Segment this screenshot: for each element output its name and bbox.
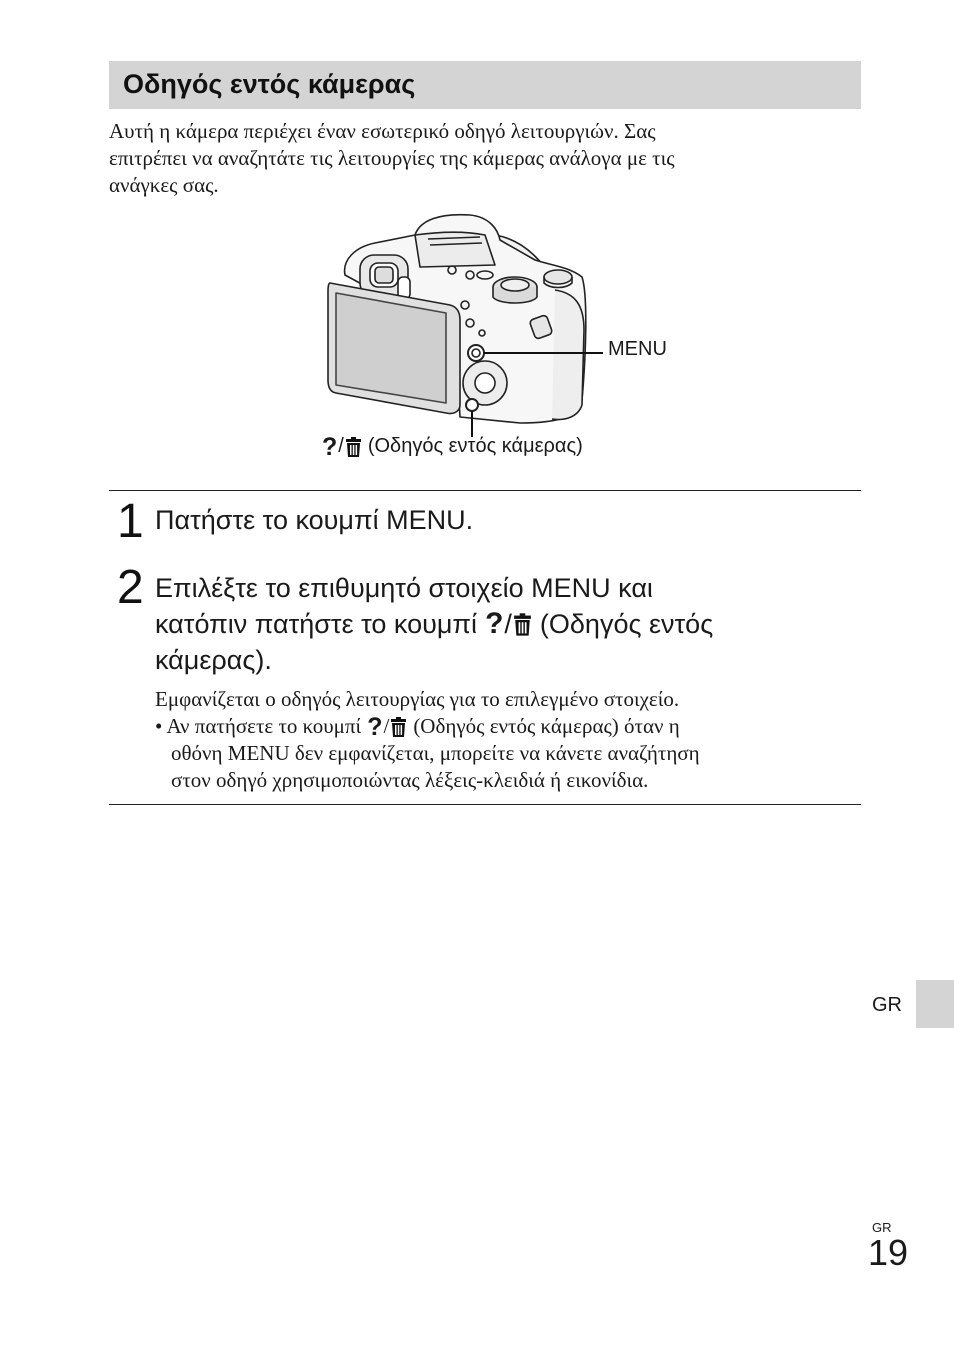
help-icon: ? <box>322 432 338 461</box>
intro-paragraph <box>109 118 859 199</box>
step-2-note-line-3: στον οδηγό χρησιμοποιώντας λέξεις-κλειδιά ή εικονίδια. <box>171 768 649 792</box>
step-2-line-2 <box>155 606 713 642</box>
help-icon: ? <box>485 607 504 640</box>
step-2-line-2-suffix: (Οδηγός εντός <box>539 609 714 639</box>
divider-top <box>109 490 861 491</box>
language-tab <box>916 980 954 1028</box>
section-header <box>109 61 861 109</box>
page-language-code: GR <box>872 1220 892 1235</box>
step-1-text: Πατήστε το κουμπί MENU. <box>155 505 474 535</box>
step-1-number: 1 <box>117 495 144 548</box>
section-title: Οδηγός εντός κάμερας <box>123 69 416 99</box>
trash-icon <box>390 717 407 737</box>
intro-line: ανάγκες σας. <box>109 173 219 197</box>
trash-icon <box>513 613 532 636</box>
intro-line: επιτρέπει να αναζητάτε τις λειτουργίες της κάμερας ανάλογα με τις <box>109 146 675 170</box>
language-tab-label: GR <box>872 994 902 1016</box>
menu-callout-label: MENU <box>608 338 667 360</box>
step-2-line-2-prefix: κατόπιν πατήστε το κουμπί <box>155 609 478 639</box>
step-2-description: Εμφανίζεται ο οδηγός λειτουργίας για το επιλεγμένο στοιχείο. <box>155 687 680 711</box>
page-number: 19 <box>868 1232 909 1273</box>
step-2-note-line-1 <box>155 713 680 740</box>
help-icon: ? <box>367 712 383 741</box>
step-2-number: 2 <box>117 561 144 614</box>
note-prefix: • Αν πατήσετε το κουμπί <box>155 714 362 738</box>
slash: / <box>504 609 512 639</box>
slash: / <box>383 714 390 738</box>
camera-illustration <box>320 205 620 445</box>
step-2-note-line-2: οθόνη MENU δεν εμφανίζεται, μπορείτε να κάνετε αναζήτηση <box>171 741 700 765</box>
note-suffix: (Οδηγός εντός κάμερας) όταν η <box>413 714 680 738</box>
slash: / <box>338 435 344 457</box>
trash-icon <box>345 437 362 457</box>
divider-bottom <box>109 804 861 805</box>
step-2-line-1: Επιλέξτε το επιθυμητό στοιχείο MENU και <box>155 573 653 603</box>
step-2-line-3: κάμερας). <box>155 645 272 675</box>
guide-callout-text: (Οδηγός εντός κάμερας) <box>367 435 583 457</box>
intro-line: Αυτή η κάμερα περιέχει έναν εσωτερικό οδηγό λειτουργιών. Σας <box>109 119 656 143</box>
guide-callout-label <box>322 432 583 461</box>
